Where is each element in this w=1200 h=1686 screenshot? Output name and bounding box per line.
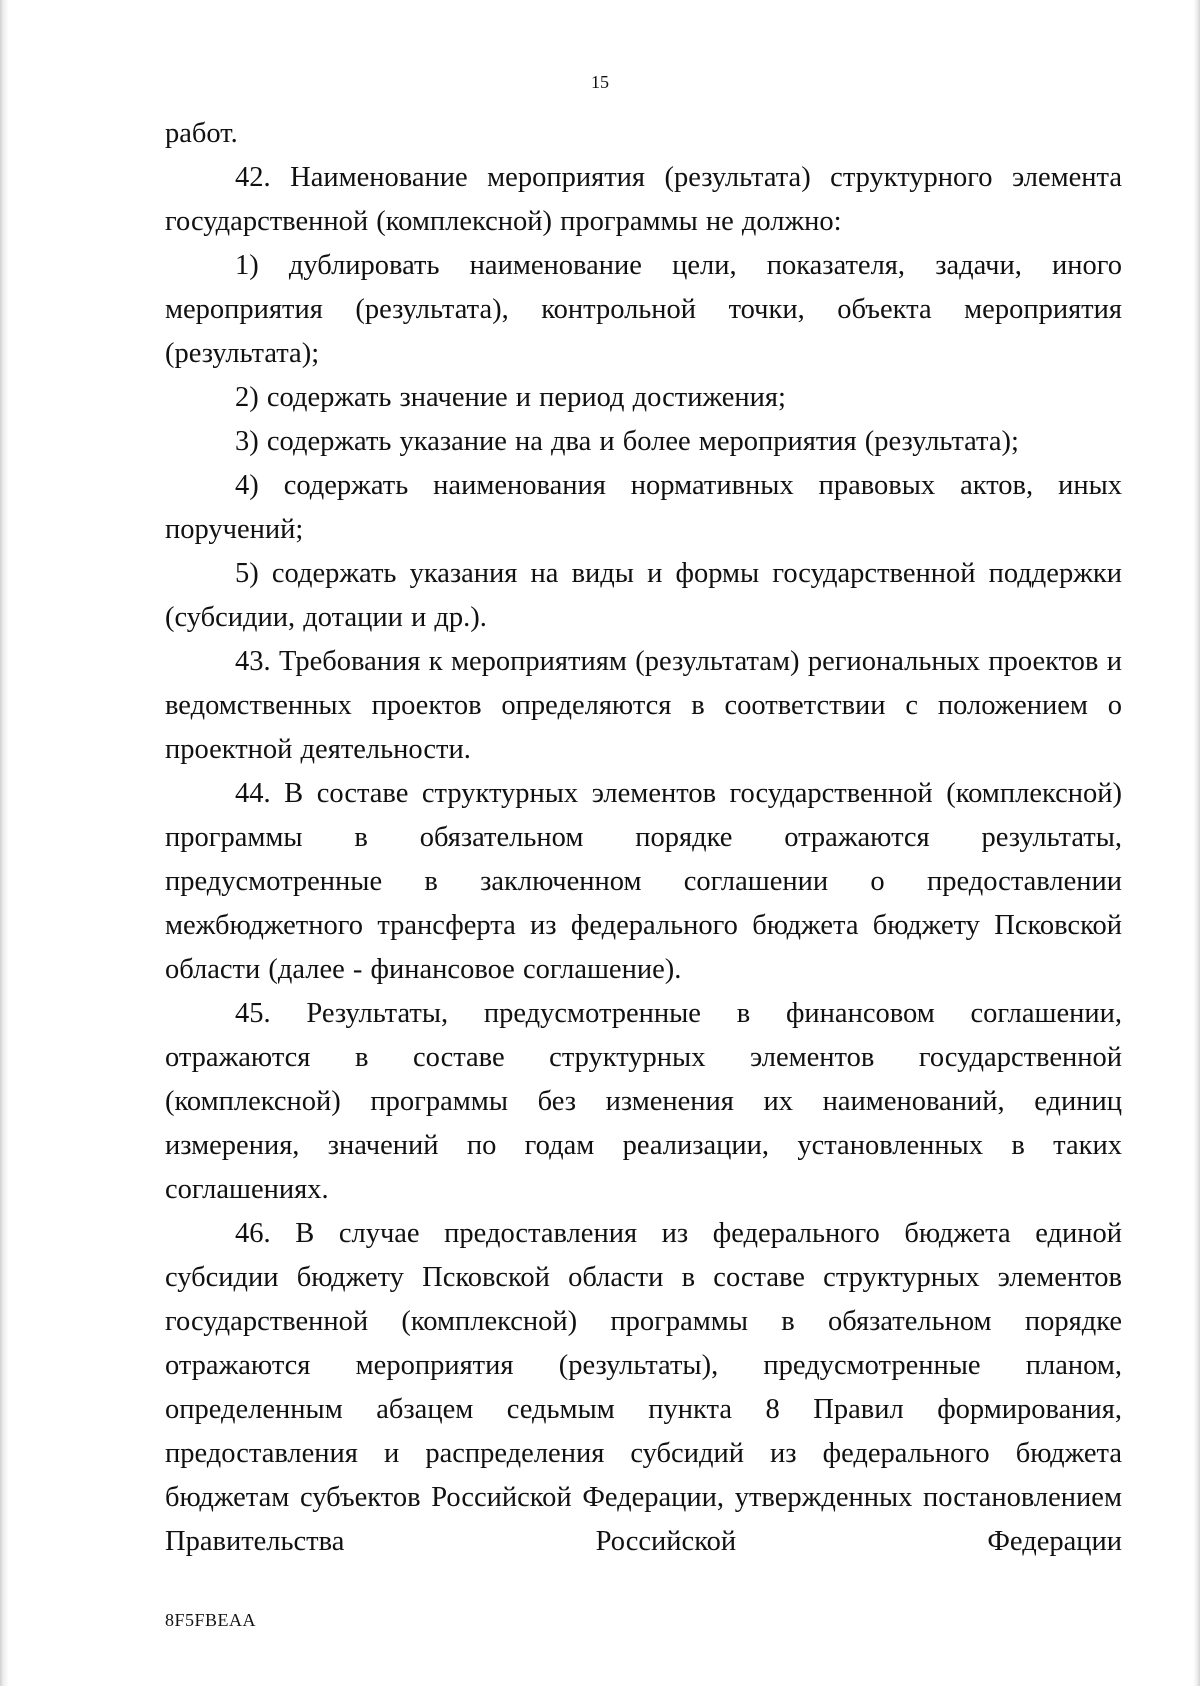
scan-edge-right — [1193, 0, 1200, 1686]
list-item-5: 5) содержать указания на виды и формы государственной поддержки (субсидии, дотации и др.). — [165, 558, 1122, 633]
document-code: 8F5FBEAA — [165, 1610, 257, 1630]
paragraph-45: 45. Результаты, предусмотренные в финансовом соглашении, отражаются в составе структурных элементов государственной (комплексной) программы без изменения их наименований, единиц измерения, значений по годам реализации, установленных в таких соглашениях. — [165, 998, 1122, 1205]
paragraph-44: 44. В составе структурных элементов государственной (комплексной) программы в обязательном порядке отражаются результаты, предусмотренные в заключенном соглашении о предоставлении межбюджетного трансферта из федерального бюджета бюджету Псковской области (далее - финансовое соглашение). — [165, 778, 1122, 985]
paragraph-43: 43. Требования к мероприятиям (результатам) региональных проектов и ведомственных проектов определяются в соответствии с положением о проектной деятельности. — [165, 646, 1122, 765]
paragraph-continuation: работ. — [165, 118, 238, 149]
paragraph-46: 46. В случае предоставления из федерального бюджета единой субсидии бюджету Псковской области в составе структурных элементов государственной (комплексной) программы в обязательном порядке отражаются мероприятия (результаты), предусмотренные планом, определенным абзацем седьмым пункта 8 Правил формирования, предоставления и распределения субсидий из федерального бюджета бюджетам субъектов Российской Федерации, утвержденных постановлением Правительства Российской Федерации — [165, 1218, 1122, 1557]
list-item-1: 1) дублировать наименование цели, показателя, задачи, иного мероприятия (результата), контрольной точки, объекта мероприятия (результата); — [165, 250, 1122, 369]
list-item-2: 2) содержать значение и период достижения; — [235, 382, 786, 413]
scan-edge-left — [0, 0, 9, 1686]
document-body — [165, 112, 1122, 1564]
page-number: 15 — [591, 72, 609, 92]
list-item-4: 4) содержать наименования нормативных правовых актов, иных поручений; — [165, 470, 1122, 545]
paragraph-42: 42. Наименование мероприятия (результата) структурного элемента государственной (комплексной) программы не должно: — [165, 162, 1122, 237]
list-item-3: 3) содержать указание на два и более мероприятия (результата); — [235, 426, 1019, 457]
